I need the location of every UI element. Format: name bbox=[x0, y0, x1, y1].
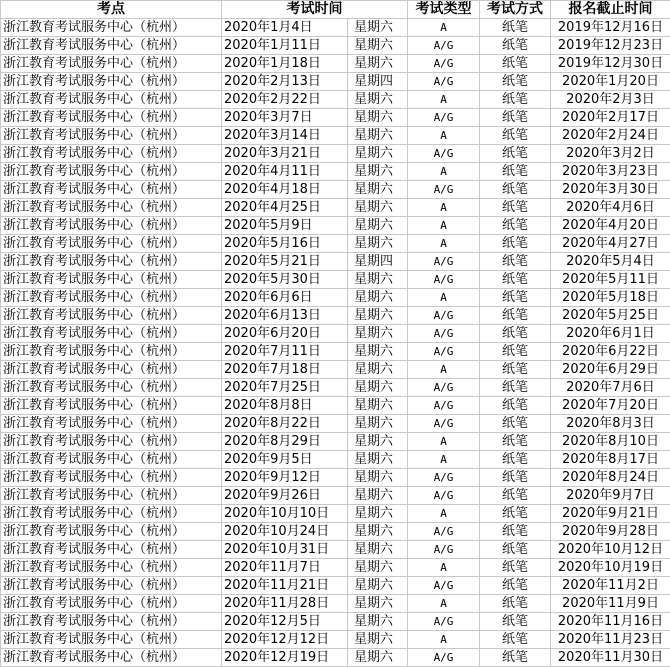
cell-site: 浙江教育考试服务中心（杭州） bbox=[1, 559, 222, 577]
cell-method: 纸笔 bbox=[480, 289, 551, 307]
cell-weekday: 星期六 bbox=[348, 19, 408, 37]
header-row bbox=[1, 1, 670, 19]
cell-date: 2020年10月24日 bbox=[222, 523, 348, 541]
cell-method: 纸笔 bbox=[480, 559, 551, 577]
cell-weekday: 星期六 bbox=[348, 361, 408, 379]
table-row bbox=[1, 235, 670, 253]
cell-method: 纸笔 bbox=[480, 343, 551, 361]
table-row bbox=[1, 145, 670, 163]
header-exam-time: 考试时间 bbox=[222, 1, 408, 19]
table-row bbox=[1, 37, 670, 55]
table-row bbox=[1, 325, 670, 343]
cell-deadline: 2020年8月3日 bbox=[551, 415, 670, 433]
cell-method: 纸笔 bbox=[480, 217, 551, 235]
cell-site: 浙江教育考试服务中心（杭州） bbox=[1, 271, 222, 289]
cell-site: 浙江教育考试服务中心（杭州） bbox=[1, 451, 222, 469]
cell-date: 2020年10月10日 bbox=[222, 505, 348, 523]
table-row bbox=[1, 217, 670, 235]
cell-deadline: 2020年6月22日 bbox=[551, 343, 670, 361]
cell-weekday: 星期六 bbox=[348, 631, 408, 649]
cell-weekday: 星期六 bbox=[348, 127, 408, 145]
cell-site: 浙江教育考试服务中心（杭州） bbox=[1, 469, 222, 487]
cell-deadline: 2020年11月30日 bbox=[551, 649, 670, 667]
cell-type: A/G bbox=[408, 307, 480, 325]
cell-type: A bbox=[408, 631, 480, 649]
table-row bbox=[1, 343, 670, 361]
cell-type: A/G bbox=[408, 397, 480, 415]
cell-date: 2020年12月5日 bbox=[222, 613, 348, 631]
header-deadline: 报名截止时间 bbox=[551, 1, 670, 19]
cell-site: 浙江教育考试服务中心（杭州） bbox=[1, 613, 222, 631]
cell-site: 浙江教育考试服务中心（杭州） bbox=[1, 505, 222, 523]
table-row bbox=[1, 505, 670, 523]
cell-date: 2020年4月18日 bbox=[222, 181, 348, 199]
cell-type: A/G bbox=[408, 181, 480, 199]
header-exam-type: 考试类型 bbox=[408, 1, 480, 19]
cell-deadline: 2020年6月29日 bbox=[551, 361, 670, 379]
cell-method: 纸笔 bbox=[480, 505, 551, 523]
cell-deadline: 2020年6月1日 bbox=[551, 325, 670, 343]
cell-date: 2020年7月25日 bbox=[222, 379, 348, 397]
cell-deadline: 2020年2月24日 bbox=[551, 127, 670, 145]
cell-method: 纸笔 bbox=[480, 181, 551, 199]
table-row bbox=[1, 487, 670, 505]
cell-site: 浙江教育考试服务中心（杭州） bbox=[1, 361, 222, 379]
cell-date: 2020年3月14日 bbox=[222, 127, 348, 145]
cell-type: A/G bbox=[408, 253, 480, 271]
cell-weekday: 星期六 bbox=[348, 649, 408, 667]
cell-deadline: 2020年2月3日 bbox=[551, 91, 670, 109]
cell-type: A/G bbox=[408, 145, 480, 163]
cell-site: 浙江教育考试服务中心（杭州） bbox=[1, 595, 222, 613]
cell-type: A/G bbox=[408, 523, 480, 541]
cell-method: 纸笔 bbox=[480, 19, 551, 37]
cell-weekday: 星期六 bbox=[348, 91, 408, 109]
cell-weekday: 星期六 bbox=[348, 163, 408, 181]
table-row bbox=[1, 415, 670, 433]
cell-deadline: 2020年3月23日 bbox=[551, 163, 670, 181]
cell-deadline: 2020年9月21日 bbox=[551, 505, 670, 523]
cell-date: 2020年7月18日 bbox=[222, 361, 348, 379]
cell-weekday: 星期六 bbox=[348, 37, 408, 55]
cell-date: 2020年12月12日 bbox=[222, 631, 348, 649]
cell-site: 浙江教育考试服务中心（杭州） bbox=[1, 253, 222, 271]
cell-weekday: 星期六 bbox=[348, 343, 408, 361]
cell-method: 纸笔 bbox=[480, 109, 551, 127]
cell-date: 2020年2月22日 bbox=[222, 91, 348, 109]
cell-method: 纸笔 bbox=[480, 307, 551, 325]
cell-date: 2020年1月4日 bbox=[222, 19, 348, 37]
cell-site: 浙江教育考试服务中心（杭州） bbox=[1, 163, 222, 181]
cell-method: 纸笔 bbox=[480, 379, 551, 397]
cell-type: A/G bbox=[408, 55, 480, 73]
cell-method: 纸笔 bbox=[480, 73, 551, 91]
cell-type: A/G bbox=[408, 649, 480, 667]
cell-date: 2020年9月12日 bbox=[222, 469, 348, 487]
table-row bbox=[1, 73, 670, 91]
cell-type: A bbox=[408, 595, 480, 613]
cell-weekday: 星期四 bbox=[348, 73, 408, 91]
cell-method: 纸笔 bbox=[480, 271, 551, 289]
table-row bbox=[1, 181, 670, 199]
cell-date: 2020年3月7日 bbox=[222, 109, 348, 127]
cell-site: 浙江教育考试服务中心（杭州） bbox=[1, 379, 222, 397]
cell-type: A bbox=[408, 361, 480, 379]
cell-site: 浙江教育考试服务中心（杭州） bbox=[1, 541, 222, 559]
cell-date: 2020年8月22日 bbox=[222, 415, 348, 433]
cell-date: 2020年10月31日 bbox=[222, 541, 348, 559]
cell-deadline: 2019年12月23日 bbox=[551, 37, 670, 55]
cell-method: 纸笔 bbox=[480, 325, 551, 343]
cell-date: 2020年11月7日 bbox=[222, 559, 348, 577]
cell-site: 浙江教育考试服务中心（杭州） bbox=[1, 55, 222, 73]
cell-deadline: 2020年10月19日 bbox=[551, 559, 670, 577]
cell-deadline: 2020年11月2日 bbox=[551, 577, 670, 595]
cell-type: A bbox=[408, 559, 480, 577]
table-row bbox=[1, 307, 670, 325]
table-row bbox=[1, 91, 670, 109]
cell-weekday: 星期六 bbox=[348, 181, 408, 199]
cell-method: 纸笔 bbox=[480, 91, 551, 109]
table-row bbox=[1, 109, 670, 127]
cell-type: A bbox=[408, 127, 480, 145]
cell-deadline: 2020年10月12日 bbox=[551, 541, 670, 559]
cell-weekday: 星期六 bbox=[348, 325, 408, 343]
cell-deadline: 2020年1月20日 bbox=[551, 73, 670, 91]
cell-deadline: 2020年5月11日 bbox=[551, 271, 670, 289]
table-row bbox=[1, 469, 670, 487]
cell-type: A/G bbox=[408, 577, 480, 595]
table-row bbox=[1, 397, 670, 415]
header-exam-method: 考试方式 bbox=[480, 1, 551, 19]
cell-type: A/G bbox=[408, 541, 480, 559]
table-row bbox=[1, 451, 670, 469]
cell-deadline: 2020年9月7日 bbox=[551, 487, 670, 505]
cell-site: 浙江教育考试服务中心（杭州） bbox=[1, 307, 222, 325]
cell-deadline: 2020年7月20日 bbox=[551, 397, 670, 415]
cell-method: 纸笔 bbox=[480, 451, 551, 469]
cell-site: 浙江教育考试服务中心（杭州） bbox=[1, 235, 222, 253]
cell-method: 纸笔 bbox=[480, 613, 551, 631]
cell-site: 浙江教育考试服务中心（杭州） bbox=[1, 487, 222, 505]
cell-date: 2020年4月11日 bbox=[222, 163, 348, 181]
table-row bbox=[1, 433, 670, 451]
cell-date: 2020年2月13日 bbox=[222, 73, 348, 91]
cell-type: A/G bbox=[408, 109, 480, 127]
cell-deadline: 2020年11月16日 bbox=[551, 613, 670, 631]
cell-type: A bbox=[408, 199, 480, 217]
cell-date: 2020年1月11日 bbox=[222, 37, 348, 55]
cell-type: A/G bbox=[408, 613, 480, 631]
cell-deadline: 2020年5月4日 bbox=[551, 253, 670, 271]
cell-site: 浙江教育考试服务中心（杭州） bbox=[1, 127, 222, 145]
cell-deadline: 2020年8月24日 bbox=[551, 469, 670, 487]
table-row bbox=[1, 577, 670, 595]
cell-weekday: 星期六 bbox=[348, 433, 408, 451]
cell-date: 2020年4月25日 bbox=[222, 199, 348, 217]
cell-method: 纸笔 bbox=[480, 631, 551, 649]
cell-weekday: 星期六 bbox=[348, 307, 408, 325]
cell-weekday: 星期六 bbox=[348, 145, 408, 163]
cell-site: 浙江教育考试服务中心（杭州） bbox=[1, 19, 222, 37]
cell-deadline: 2020年2月17日 bbox=[551, 109, 670, 127]
cell-method: 纸笔 bbox=[480, 37, 551, 55]
cell-type: A/G bbox=[408, 271, 480, 289]
cell-site: 浙江教育考试服务中心（杭州） bbox=[1, 415, 222, 433]
cell-weekday: 星期六 bbox=[348, 235, 408, 253]
table-row bbox=[1, 649, 670, 667]
table-row bbox=[1, 127, 670, 145]
cell-type: A/G bbox=[408, 415, 480, 433]
cell-deadline: 2020年8月17日 bbox=[551, 451, 670, 469]
cell-site: 浙江教育考试服务中心（杭州） bbox=[1, 37, 222, 55]
cell-site: 浙江教育考试服务中心（杭州） bbox=[1, 91, 222, 109]
cell-method: 纸笔 bbox=[480, 127, 551, 145]
cell-weekday: 星期四 bbox=[348, 253, 408, 271]
table-row bbox=[1, 541, 670, 559]
table-row bbox=[1, 289, 670, 307]
cell-method: 纸笔 bbox=[480, 397, 551, 415]
cell-method: 纸笔 bbox=[480, 145, 551, 163]
cell-type: A/G bbox=[408, 325, 480, 343]
cell-deadline: 2020年11月9日 bbox=[551, 595, 670, 613]
cell-site: 浙江教育考试服务中心（杭州） bbox=[1, 577, 222, 595]
cell-site: 浙江教育考试服务中心（杭州） bbox=[1, 289, 222, 307]
cell-weekday: 星期六 bbox=[348, 55, 408, 73]
cell-type: A/G bbox=[408, 469, 480, 487]
cell-deadline: 2020年3月2日 bbox=[551, 145, 670, 163]
cell-date: 2020年3月21日 bbox=[222, 145, 348, 163]
cell-deadline: 2020年7月6日 bbox=[551, 379, 670, 397]
cell-weekday: 星期六 bbox=[348, 595, 408, 613]
cell-date: 2020年9月5日 bbox=[222, 451, 348, 469]
cell-weekday: 星期六 bbox=[348, 559, 408, 577]
cell-site: 浙江教育考试服务中心（杭州） bbox=[1, 343, 222, 361]
cell-site: 浙江教育考试服务中心（杭州） bbox=[1, 523, 222, 541]
cell-type: A bbox=[408, 217, 480, 235]
table-row bbox=[1, 559, 670, 577]
cell-weekday: 星期六 bbox=[348, 109, 408, 127]
cell-method: 纸笔 bbox=[480, 55, 551, 73]
cell-date: 2020年5月21日 bbox=[222, 253, 348, 271]
cell-method: 纸笔 bbox=[480, 433, 551, 451]
cell-method: 纸笔 bbox=[480, 163, 551, 181]
cell-date: 2020年5月30日 bbox=[222, 271, 348, 289]
cell-type: A/G bbox=[408, 343, 480, 361]
cell-weekday: 星期六 bbox=[348, 199, 408, 217]
cell-deadline: 2020年11月23日 bbox=[551, 631, 670, 649]
cell-date: 2020年12月19日 bbox=[222, 649, 348, 667]
cell-weekday: 星期六 bbox=[348, 505, 408, 523]
table-header bbox=[1, 1, 670, 19]
cell-method: 纸笔 bbox=[480, 595, 551, 613]
cell-type: A bbox=[408, 235, 480, 253]
cell-method: 纸笔 bbox=[480, 199, 551, 217]
cell-weekday: 星期六 bbox=[348, 577, 408, 595]
cell-deadline: 2020年9月28日 bbox=[551, 523, 670, 541]
cell-type: A bbox=[408, 451, 480, 469]
table-row bbox=[1, 55, 670, 73]
cell-method: 纸笔 bbox=[480, 415, 551, 433]
cell-type: A bbox=[408, 19, 480, 37]
cell-date: 2020年5月9日 bbox=[222, 217, 348, 235]
cell-deadline: 2020年5月25日 bbox=[551, 307, 670, 325]
cell-type: A/G bbox=[408, 379, 480, 397]
cell-method: 纸笔 bbox=[480, 541, 551, 559]
table-row bbox=[1, 163, 670, 181]
cell-site: 浙江教育考试服务中心（杭州） bbox=[1, 217, 222, 235]
cell-weekday: 星期六 bbox=[348, 289, 408, 307]
cell-date: 2020年11月28日 bbox=[222, 595, 348, 613]
cell-deadline: 2020年4月20日 bbox=[551, 217, 670, 235]
cell-method: 纸笔 bbox=[480, 523, 551, 541]
cell-date: 2020年6月6日 bbox=[222, 289, 348, 307]
cell-method: 纸笔 bbox=[480, 487, 551, 505]
cell-method: 纸笔 bbox=[480, 577, 551, 595]
cell-type: A/G bbox=[408, 73, 480, 91]
cell-site: 浙江教育考试服务中心（杭州） bbox=[1, 199, 222, 217]
cell-date: 2020年11月21日 bbox=[222, 577, 348, 595]
cell-weekday: 星期六 bbox=[348, 541, 408, 559]
table-row bbox=[1, 361, 670, 379]
table-row bbox=[1, 595, 670, 613]
table-row bbox=[1, 253, 670, 271]
cell-site: 浙江教育考试服务中心（杭州） bbox=[1, 109, 222, 127]
cell-deadline: 2020年8月10日 bbox=[551, 433, 670, 451]
cell-deadline: 2020年5月18日 bbox=[551, 289, 670, 307]
table-row bbox=[1, 613, 670, 631]
cell-method: 纸笔 bbox=[480, 649, 551, 667]
cell-deadline: 2020年4月27日 bbox=[551, 235, 670, 253]
cell-date: 2020年1月18日 bbox=[222, 55, 348, 73]
cell-deadline: 2020年3月30日 bbox=[551, 181, 670, 199]
cell-site: 浙江教育考试服务中心（杭州） bbox=[1, 397, 222, 415]
cell-date: 2020年6月20日 bbox=[222, 325, 348, 343]
table-row bbox=[1, 199, 670, 217]
table-row bbox=[1, 523, 670, 541]
table-body bbox=[1, 19, 670, 667]
cell-method: 纸笔 bbox=[480, 235, 551, 253]
cell-weekday: 星期六 bbox=[348, 487, 408, 505]
table-row bbox=[1, 271, 670, 289]
cell-weekday: 星期六 bbox=[348, 397, 408, 415]
cell-deadline: 2019年12月30日 bbox=[551, 55, 670, 73]
cell-type: A/G bbox=[408, 37, 480, 55]
cell-site: 浙江教育考试服务中心（杭州） bbox=[1, 649, 222, 667]
cell-date: 2020年7月11日 bbox=[222, 343, 348, 361]
cell-site: 浙江教育考试服务中心（杭州） bbox=[1, 145, 222, 163]
cell-method: 纸笔 bbox=[480, 361, 551, 379]
cell-method: 纸笔 bbox=[480, 253, 551, 271]
cell-date: 2020年6月13日 bbox=[222, 307, 348, 325]
cell-weekday: 星期六 bbox=[348, 451, 408, 469]
cell-site: 浙江教育考试服务中心（杭州） bbox=[1, 325, 222, 343]
cell-type: A bbox=[408, 163, 480, 181]
table-row bbox=[1, 19, 670, 37]
cell-type: A bbox=[408, 433, 480, 451]
table-row bbox=[1, 379, 670, 397]
cell-weekday: 星期六 bbox=[348, 469, 408, 487]
cell-weekday: 星期六 bbox=[348, 415, 408, 433]
cell-site: 浙江教育考试服务中心（杭州） bbox=[1, 181, 222, 199]
cell-weekday: 星期六 bbox=[348, 379, 408, 397]
cell-date: 2020年8月29日 bbox=[222, 433, 348, 451]
table-row bbox=[1, 631, 670, 649]
cell-type: A bbox=[408, 91, 480, 109]
cell-date: 2020年9月26日 bbox=[222, 487, 348, 505]
cell-method: 纸笔 bbox=[480, 469, 551, 487]
cell-deadline: 2020年4月6日 bbox=[551, 199, 670, 217]
cell-type: A bbox=[408, 505, 480, 523]
cell-weekday: 星期六 bbox=[348, 217, 408, 235]
cell-site: 浙江教育考试服务中心（杭州） bbox=[1, 433, 222, 451]
cell-site: 浙江教育考试服务中心（杭州） bbox=[1, 631, 222, 649]
cell-date: 2020年5月16日 bbox=[222, 235, 348, 253]
cell-deadline: 2019年12月16日 bbox=[551, 19, 670, 37]
cell-weekday: 星期六 bbox=[348, 523, 408, 541]
cell-weekday: 星期六 bbox=[348, 613, 408, 631]
cell-type: A/G bbox=[408, 487, 480, 505]
cell-type: A bbox=[408, 289, 480, 307]
cell-weekday: 星期六 bbox=[348, 271, 408, 289]
cell-date: 2020年8月8日 bbox=[222, 397, 348, 415]
cell-site: 浙江教育考试服务中心（杭州） bbox=[1, 73, 222, 91]
header-site: 考点 bbox=[1, 1, 222, 19]
